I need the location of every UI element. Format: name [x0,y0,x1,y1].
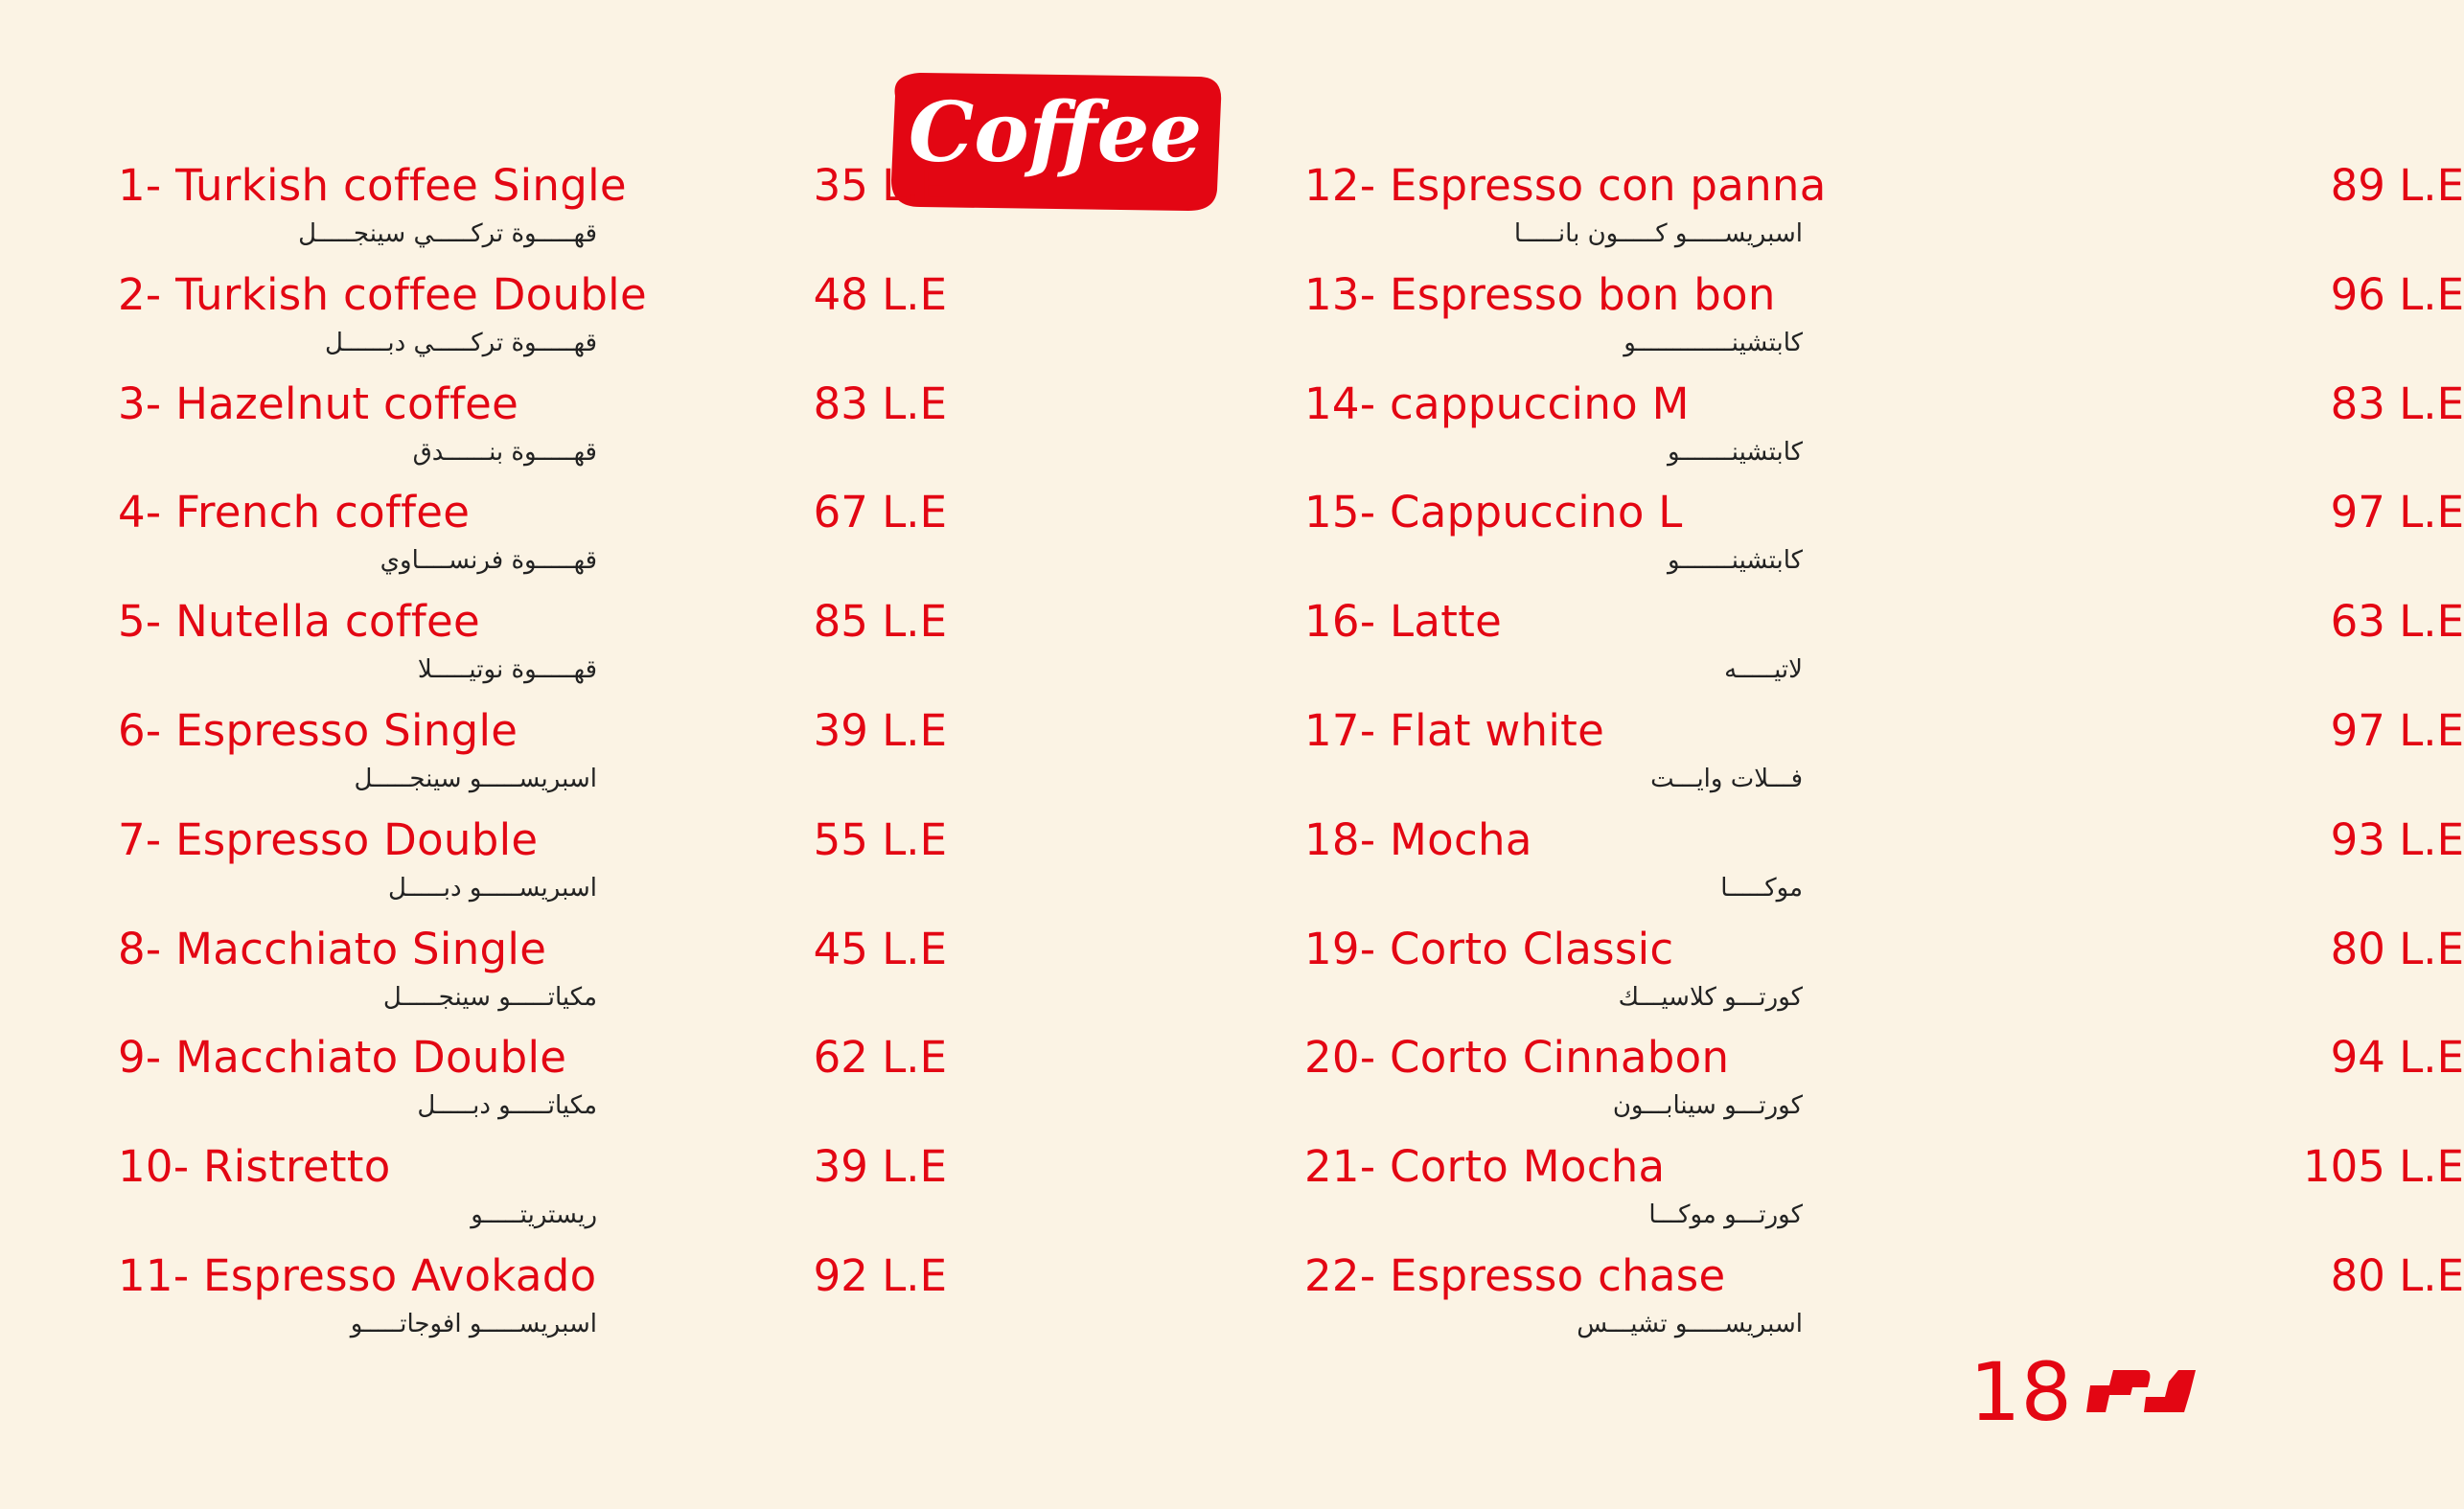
item-arabic-name: قهـــــوة فرنســــاوي [380,546,597,576]
item-price: 45 L.E [813,923,947,974]
item-arabic-name: كابتشينـــــــو [1667,546,1803,576]
item-name: 13- Espresso bon bon [1304,268,1776,320]
item-name: 4- French coffee [118,487,471,538]
item-arabic-name: اسبريســـــو افوجاتـــــو [350,1309,597,1338]
item-price: 55 L.E [813,813,947,865]
item-name: 14- cappuccino M [1304,377,1690,429]
item-name: 20- Corto Cinnabon [1304,1032,1730,1084]
item-price: 105 L.E [2302,1141,2464,1193]
item-arabic-name: قهـــــوة تركـــــي سينجـــــل [298,219,597,248]
item-arabic-name: اسبريســـــو كـــــون بانـــــا [1513,219,1803,248]
item-arabic-name: ريستريتـــــو [471,1200,597,1230]
item-name: 15- Cappuccino L [1304,487,1683,538]
item-name: 2- Turkish coffee Double [118,268,647,320]
item-arabic-name: كورتـــو سينابـــون [1612,1091,1803,1121]
item-arabic-name: قهـــــوة بنــــــدق [412,437,597,467]
item-arabic-name: قهـــــوة تركـــــي دبــــــل [324,328,597,357]
item-arabic-name: لاتيـــــه [1724,655,1803,685]
item-arabic-name: اسبريســـــو دبـــــل [387,873,597,903]
item-name: 17- Flat white [1304,704,1605,756]
item-name: 18- Mocha [1304,813,1532,865]
item-price: 39 L.E [813,704,947,756]
item-name: 12- Espresso con panna [1304,160,1827,211]
item-name: 5- Nutella coffee [118,596,480,648]
item-arabic-name: اسبريســـــو تشيـــس [1577,1309,1803,1338]
item-name: 10- Ristretto [118,1141,391,1193]
brand-mark-icon [2084,1359,2198,1422]
item-name: 21- Corto Mocha [1304,1141,1666,1193]
item-price: 85 L.E [813,596,947,648]
item-arabic-name: قهـــــوة نوتيـــــلا [417,655,597,685]
item-price: 80 L.E [2330,1249,2464,1301]
item-price: 89 L.E [2330,160,2464,211]
item-arabic-name: اسبريســـــو سينجـــــل [354,764,597,793]
item-price: 62 L.E [813,1032,947,1084]
item-price: 83 L.E [2330,377,2464,429]
item-arabic-name: كابتشينـــــــــــــو [1623,328,1803,357]
item-price: 92 L.E [813,1249,947,1301]
item-price: 83 L.E [813,377,947,429]
item-arabic-name: مكياتـــــو سينجـــــل [382,982,597,1012]
item-arabic-name: كابتشينـــــــو [1667,437,1803,467]
item-price: 63 L.E [2330,596,2464,648]
item-name: 9- Macchiato Double [118,1032,567,1084]
item-price: 39 L.E [813,1141,947,1193]
item-price: 93 L.E [2330,813,2464,865]
item-price: 97 L.E [2330,487,2464,538]
item-name: 7- Espresso Double [118,813,539,865]
item-name: 22- Espresso chase [1304,1249,1726,1301]
item-name: 11- Espresso Avokado [118,1249,597,1301]
item-price: 67 L.E [813,487,947,538]
item-price: 97 L.E [2330,704,2464,756]
item-price: 80 L.E [2330,923,2464,974]
item-price: 96 L.E [2330,268,2464,320]
page-number: 18 [1969,1345,2072,1439]
logo-text: Coffee [908,84,1203,181]
item-name: 1- Turkish coffee Single [118,160,627,211]
item-name: 8- Macchiato Single [118,923,547,974]
item-arabic-name: موكـــــا [1720,873,1803,903]
item-arabic-name: مكياتـــــو دبـــــل [417,1091,597,1121]
item-name: 16- Latte [1304,596,1503,648]
item-arabic-name: فـــلات وايـــت [1650,764,1803,793]
item-price: 48 L.E [813,268,947,320]
item-arabic-name: كورتـــو موكـــا [1648,1200,1803,1230]
item-price: 94 L.E [2330,1032,2464,1084]
item-arabic-name: كورتـــو كلاسيـــك [1618,982,1803,1012]
item-price: 35 L.E [813,160,947,211]
item-name: 3- Hazelnut coffee [118,377,519,429]
item-name: 19- Corto Classic [1304,923,1674,974]
item-name: 6- Espresso Single [118,704,518,756]
